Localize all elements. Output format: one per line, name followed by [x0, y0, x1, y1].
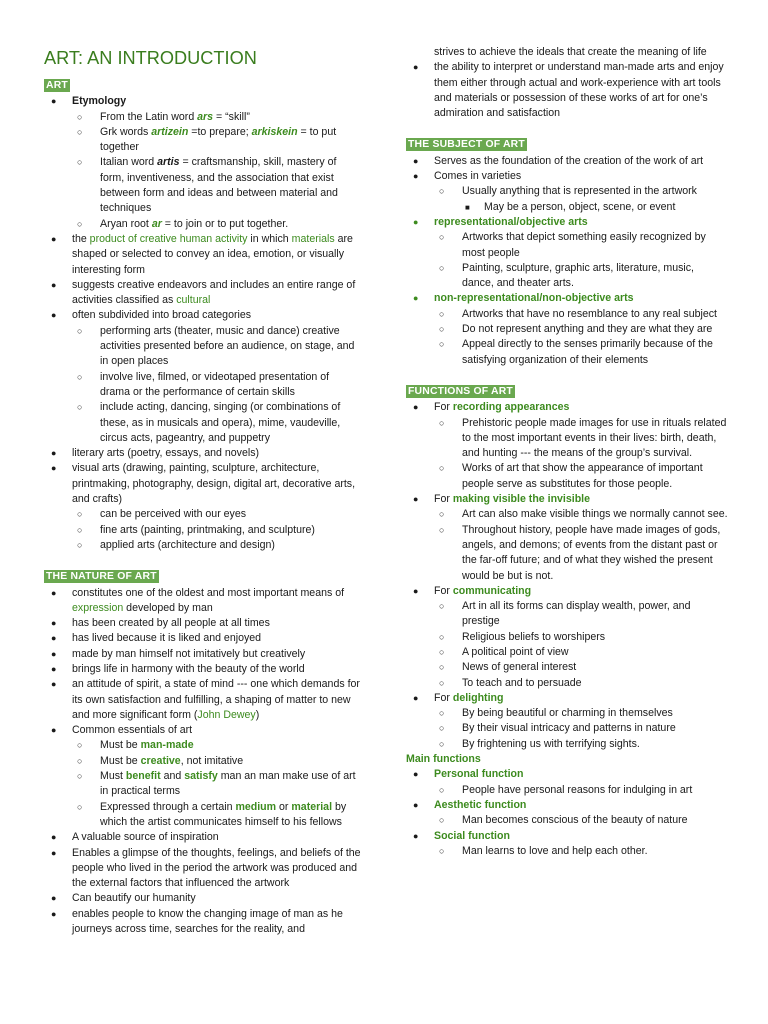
- page-title: ART: AN INTRODUCTION: [44, 48, 257, 68]
- list-item: ○ People have personal reasons for indulging in art: [439, 783, 693, 796]
- list-item: ○ Art can also make visible things we normally cannot see.: [439, 508, 728, 521]
- list-item: ● suggests creative endeavors and includes an entire range of activities classified as cultural: [51, 278, 356, 307]
- section-subject-heading: THE SUBJECT OF ART: [408, 139, 525, 151]
- list-item: ● Can beautify our humanity: [51, 892, 196, 905]
- list-item: ● often subdivided into broad categories: [51, 309, 252, 322]
- list-item: ● A valuable source of inspiration: [51, 831, 219, 844]
- list-item: ○ performing arts (theater, music and dance) creative activities presented before an audience, on stage, and in open places: [77, 324, 355, 368]
- section-functions-heading: FUNCTIONS OF ART: [408, 385, 513, 397]
- list-item: ● Personal function: [413, 768, 524, 781]
- list-item-continued: strives to achieve the ideals that create the meaning of life: [434, 46, 707, 58]
- list-item: ● an attitude of spirit, a state of mind --- one which demands for its own satisfaction and fulfilling, a shaping of matter to new and more significant form (John Dewey): [51, 678, 360, 721]
- list-item: ○ Man becomes conscious of the beauty of nature: [439, 814, 688, 827]
- list-item: ○ Artworks that depict something easily recognized by most people: [439, 231, 706, 259]
- list-item: ○ Must be creative, not imitative: [77, 754, 244, 767]
- list-item: ● Enables a glimpse of the thoughts, feelings, and beliefs of the people who lived in the period the artwork was produced and the external factors that influenced the artwork: [51, 846, 361, 890]
- list-item: ● literary arts (poetry, essays, and novels): [51, 447, 260, 460]
- list-item: ○ To teach and to persuade: [439, 676, 582, 689]
- list-item: ● the ability to interpret or understand man-made arts and enjoy them either through actual and work-experience with art tools and materials or possession of these works of art for one’s admiration and satisfaction: [413, 61, 724, 120]
- main-functions-heading: Main functions: [406, 753, 481, 766]
- list-item: ○ Painting, sculpture, graphic arts, literature, music, dance, and theater arts.: [439, 261, 694, 290]
- list-item: ● For making visible the invisible: [413, 493, 591, 506]
- left-column: [44, 0, 362, 937]
- list-item: ● Comes in varieties: [413, 170, 522, 183]
- list-item: ○ Italian word artis = craftsmanship, skill, mastery of form, inventiveness, and the association that exist between form and ideas and between material and techniques: [77, 156, 338, 215]
- list-item: ● Aesthetic function: [413, 798, 527, 811]
- list-item: ○ Usually anything that is represented in the artwork: [439, 185, 697, 198]
- list-item: ● made by man himself not imitatively but creatively: [51, 647, 306, 660]
- right-column: [406, 0, 728, 859]
- list-item: ● enables people to know the changing image of man as he journeys across time, searches for the reality, and: [51, 907, 343, 936]
- list-item: ○ Grk words artizein =to prepare; arkiskein = to put together: [77, 125, 337, 154]
- list-item: ○ Man learns to love and help each other.: [439, 844, 648, 857]
- list-item: ○ Must benefit and satisfy man an man make use of art in practical terms: [77, 770, 356, 798]
- list-item: ○ By frightening us with terrifying sights.: [439, 737, 640, 750]
- list-item: ○ Religious beliefs to worshipers: [439, 630, 606, 643]
- list-item: ○ Throughout history, people have made images of gods, angels, and demons; of events from the distant past or the far-off future; and of what they wished the present would be but is not.: [439, 523, 721, 582]
- list-item: ○ fine arts (painting, printmaking, and sculpture): [77, 523, 315, 536]
- list-item: ○ Appeal directly to the senses primarily because of the satisfying organization of their elements: [439, 338, 713, 366]
- list-item: ○ Expressed through a certain medium or material by which the artist communicates himself to his fellows: [77, 800, 347, 828]
- list-item: ○ involve live, filmed, or videotaped presentation of drama or the performance of certain skills: [77, 370, 330, 398]
- list-item: ○ Do not represent anything and they are what they are: [439, 323, 713, 336]
- list-item: ■ May be a person, object, scene, or event: [465, 200, 676, 213]
- list-item: ○ From the Latin word ars = “skill”: [77, 110, 250, 123]
- list-item: ● Serves as the foundation of the creation of the work of art: [413, 154, 704, 167]
- list-item: ● has been created by all people at all times: [51, 617, 270, 630]
- list-item: ○ include acting, dancing, singing (or combinations of these, as in musicals and opera), mime, vaudeville, circus acts, pageantry, and puppetry: [77, 401, 341, 444]
- list-item: ● brings life in harmony with the beauty of the world: [51, 662, 305, 675]
- list-item: ○ By being beautiful or charming in themselves: [439, 707, 673, 720]
- list-item: ● the product of creative human activity in which materials are shaped or selected to convey an idea, emotion, or visually interesting form: [51, 232, 353, 276]
- list-item: ○ Aryan root ar = to join or to put together.: [77, 217, 289, 230]
- list-item: ● has lived because it is liked and enjoyed: [51, 632, 262, 645]
- list-item: ● constitutes one of the oldest and most important means of expression developed by man: [51, 586, 345, 614]
- list-item: ● For recording appearances: [413, 401, 570, 414]
- list-item: ○ News of general interest: [439, 661, 577, 674]
- list-item: ● For delighting: [413, 691, 504, 704]
- section-nature-heading: THE NATURE OF ART: [46, 571, 157, 583]
- list-item: ○ Artworks that have no resemblance to any real subject: [439, 307, 717, 320]
- list-item: ○ A political point of view: [439, 645, 569, 658]
- list-item: ● non-representational/non-objective arts: [413, 292, 634, 305]
- list-item: ● Etymology: [51, 95, 127, 108]
- list-item: ○ Prehistoric people made images for use in rituals related to the most important events in their lives: birth, death, and hunting --- the means of the group’s survival.: [439, 416, 727, 460]
- section-art-heading: ART: [46, 80, 68, 91]
- list-item: ○ can be perceived with our eyes: [77, 508, 247, 521]
- list-item: ● visual arts (drawing, painting, sculpture, architecture, printmaking, photography, design, digital art, decorative arts, and crafts): [51, 462, 356, 506]
- list-item: ● Common essentials of art: [51, 724, 193, 737]
- list-item: ● For communicating: [413, 584, 532, 597]
- list-item: ○ applied arts (architecture and design): [77, 538, 275, 551]
- list-item: ○ Art in all its forms can display wealth, power, and prestige: [439, 600, 691, 628]
- list-item: ● Social function: [413, 829, 510, 842]
- list-item: ○ Must be man-made: [77, 739, 194, 752]
- list-item: ● representational/objective arts: [413, 215, 588, 228]
- list-item: ○ By their visual intricacy and patterns in nature: [439, 722, 676, 735]
- list-item: ○ Works of art that show the appearance of important people serve as substitutes for those people.: [439, 462, 703, 490]
